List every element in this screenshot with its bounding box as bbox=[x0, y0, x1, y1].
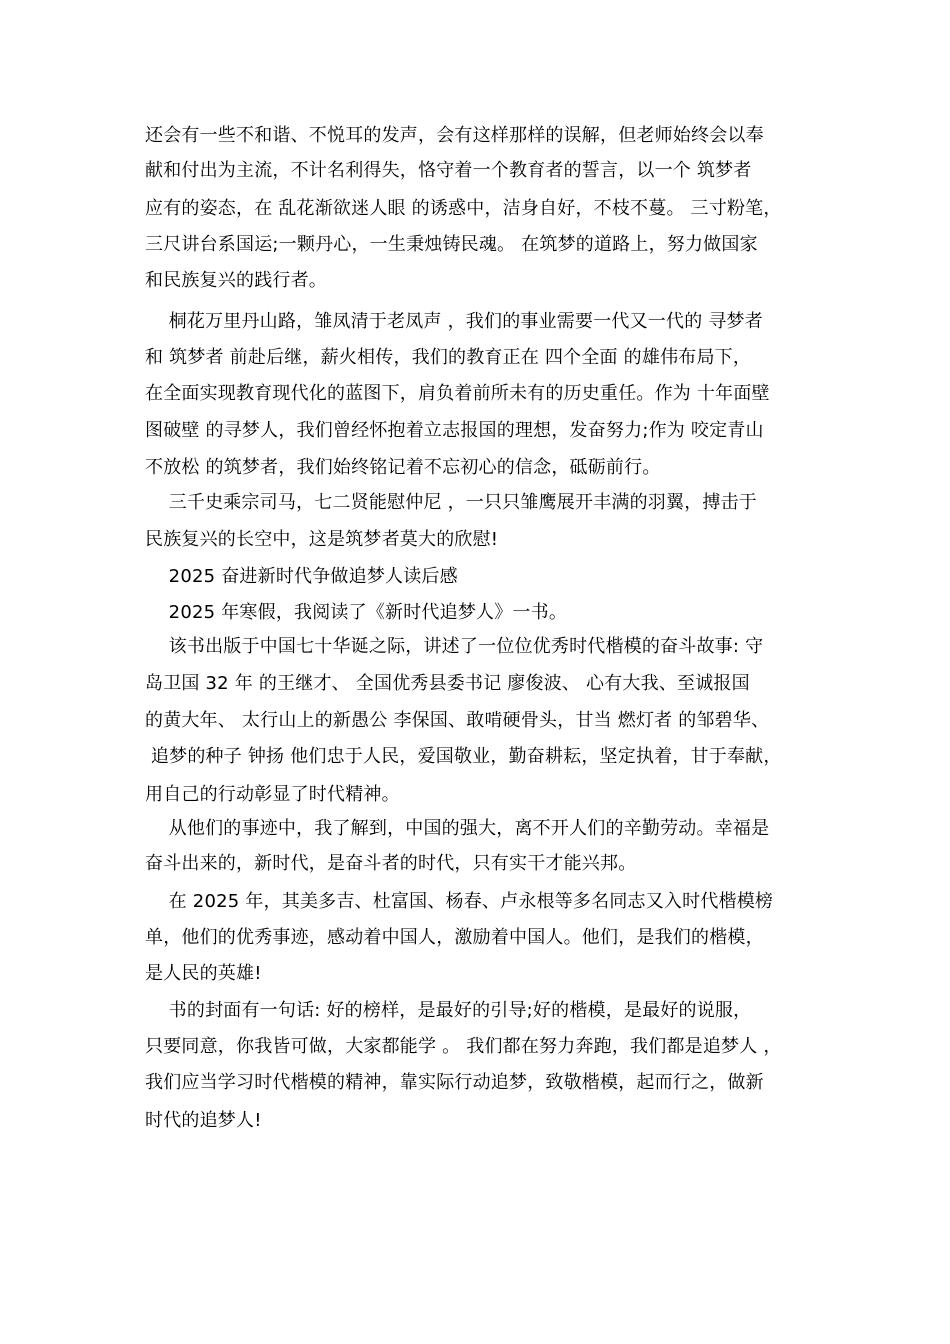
text-line: 奋斗出来的，新时代，是奋斗者的时代，只有实干才能兴邦。 bbox=[145, 853, 637, 874]
text-line: 2025 年寒假，我阅读了《新时代追梦人》一书。 bbox=[145, 602, 568, 623]
text-line: 和民族复兴的践行者。 bbox=[145, 270, 327, 291]
text-line: 追梦的种子 钟扬 他们忠于人民，爱国敬业，勤奋耕耘，坚定执着，甘于奉献， bbox=[145, 746, 782, 767]
text-line: 只要同意，你我皆可做，大家都能学 。 我们都在努力奔跑，我们都是追梦人 ， bbox=[145, 1036, 782, 1057]
text-line: 在全面实现教育现代化的蓝图下，肩负着前所未有的历史重任。作为 十年面壁 bbox=[145, 383, 770, 404]
text-line: 是人民的英雄! bbox=[145, 963, 262, 984]
text-line: 献和付出为主流，不计名利得失，恪守着一个教育者的誓言，以一个 筑梦者 bbox=[145, 160, 752, 181]
text-line: 用自己的行动彰显了时代精神。 bbox=[145, 784, 400, 805]
text-line: 还会有一些不和谐、不悦耳的发声，会有这样那样的误解，但老师始终会以奉 bbox=[145, 125, 764, 146]
text-line: 单，他们的优秀事迹，感动着中国人，激励着中国人。他们，是我们的楷模， bbox=[145, 927, 764, 948]
text-line: 桐花万里丹山路，雏凤清于老凤声 ，我们的事业需要一代又一代的 寻梦者 bbox=[145, 311, 763, 332]
text-line: 三尺讲台系国运;一颗丹心，一生秉烛铸民魂。 在筑梦的道路上，努力做国家 bbox=[145, 234, 758, 255]
text-line: 在 2025 年，其美多吉、杜富国、杨春、卢永根等多名同志又入时代楷模榜 bbox=[145, 891, 774, 912]
text-line: 从他们的事迹中，我了解到，中国的强大，离不开人们的辛勤劳动。幸福是 bbox=[145, 818, 770, 839]
text-line: 民族复兴的长空中，这是筑梦者莫大的欣慰! bbox=[145, 529, 499, 550]
text-line: 时代的追梦人! bbox=[145, 1110, 262, 1131]
text-line: 图破壁 的寻梦人，我们曾经怀抱着立志报国的理想，发奋努力;作为 咬定青山 bbox=[145, 420, 764, 441]
text-line: 岛卫国 32 年 的王继才、 全国优秀县委书记 廖俊波、 心有大我、至诚报国 bbox=[145, 673, 750, 694]
text-line: 的黄大年、 太行山上的新愚公 李保国、敢啃硬骨头，甘当 燃灯者 的邹碧华、 bbox=[145, 710, 770, 731]
text-line: 我们应当学习时代楷模的精神，靠实际行动追梦，致敬楷模，起而行之，做新 bbox=[145, 1072, 764, 1093]
text-line: 书的封面有一句话: 好的榜样，是最好的引导;好的楷模，是最好的说服， bbox=[145, 1000, 752, 1021]
text-line: 该书出版于中国七十华诞之际，讲述了一位位优秀时代楷模的奋斗故事: 守 bbox=[145, 636, 764, 657]
text-line: 2025 奋进新时代争做追梦人读后感 bbox=[145, 566, 458, 587]
text-line: 三千史乘宗司马，七二贤能慰仲尼 ，一只只雏鹰展开丰满的羽翼，搏击于 bbox=[145, 492, 758, 513]
text-line: 不放松 的筑梦者，我们始终铭记着不忘初心的信念，砥砺前行。 bbox=[145, 457, 661, 478]
text-line: 应有的姿态，在 乱花渐欲迷人眼 的诱惑中，洁身自好，不枝不蔓。 三寸粉笔， bbox=[145, 198, 782, 219]
text-line: 和 筑梦者 前赴后继，薪火相传，我们的教育正在 四个全面 的雄伟布局下， bbox=[145, 347, 752, 368]
